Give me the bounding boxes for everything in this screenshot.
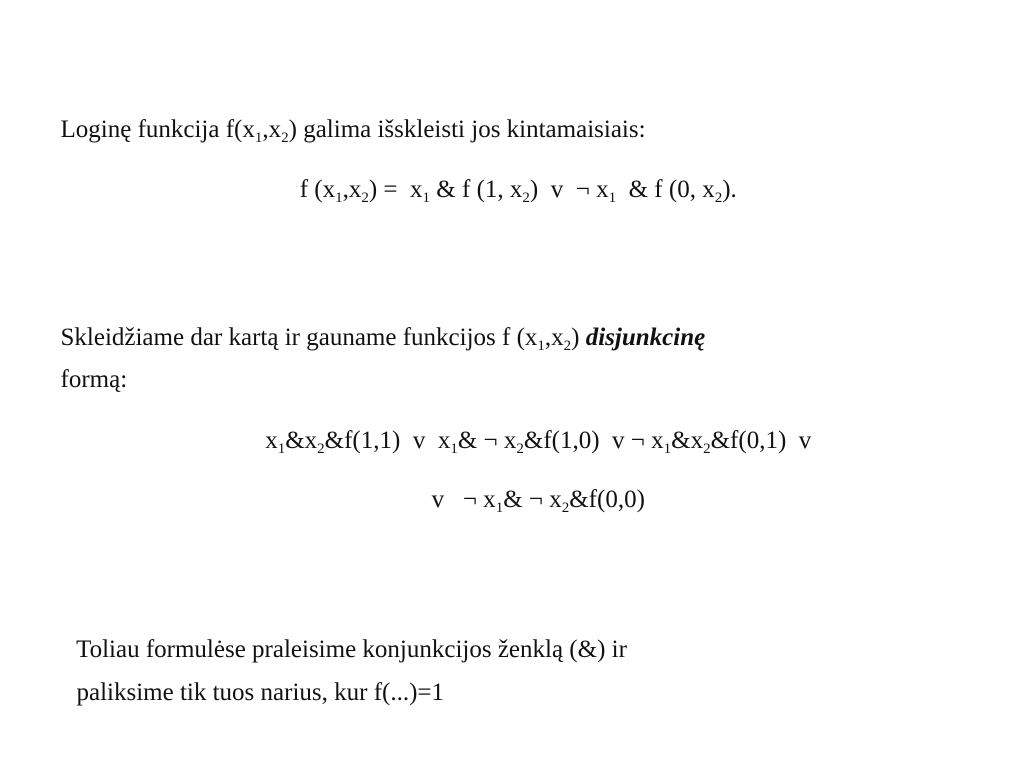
section2-intro-continued: formą: [60,366,128,393]
section3-line2: paliksime tik tuos narius, kur f(...)=1 [76,679,445,706]
disjunctive-emphasis: disjunkcinę [585,324,706,351]
section1-intro: Loginę funkcija $f(x_1,x_2)$ galima išskleisti jos kintamaisiais: [60,116,646,146]
section2-intro: Skleidžiame dar kartą ir gauname funkcijos f $(x_1,x_2)$ disjunkcinę [60,324,706,354]
section2-formula-line1: $x_1\&x_2\&f(1,1)$ v $x_1\&$ ¬ $x_2\&f(1,0)$ v ¬ $x_1\&x_2\&f(0,1)$ v [265,427,812,457]
section3-line1: Toliau formulėse praleisime konjunkcijos ženklą (&) ir [76,636,627,663]
section2-formula-line2: v ¬ $x_1\&$ ¬ $x_2\&f(0,0)$ [431,486,645,516]
section1-formula: f $(x_1,x_2) = x_1$ & f (1, $x_2$) v ¬ $x_1$ & f (0, $x_2$). [299,176,737,206]
